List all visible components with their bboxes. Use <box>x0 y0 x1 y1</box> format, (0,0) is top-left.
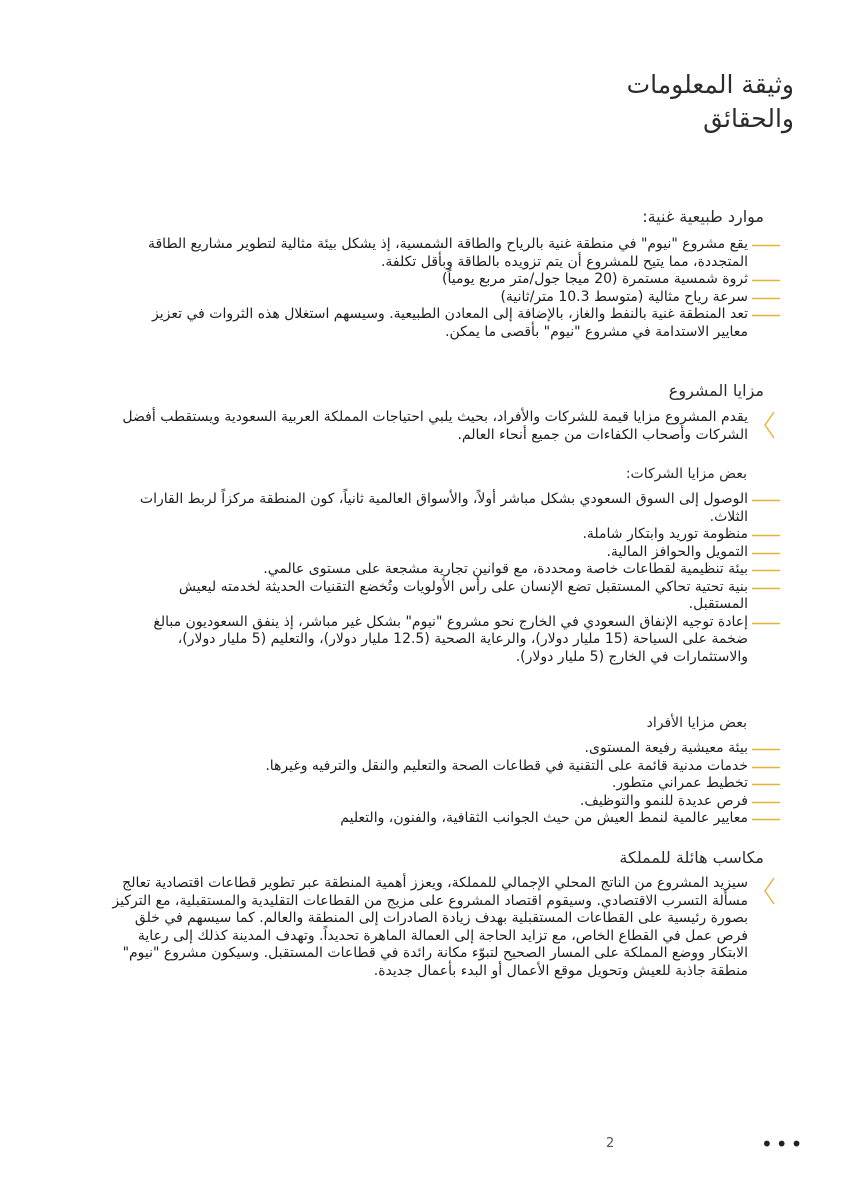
title-line-2: والحقائق <box>703 104 794 133</box>
natural-resources-list <box>118 236 748 341</box>
companies-advantages-list <box>118 491 748 666</box>
project-advantages-heading: مزايا المشروع <box>668 381 764 400</box>
bullet-dash-icon <box>752 622 780 625</box>
project-advantages-paragraph: يقدم المشروع مزايا قيمة للشركات والأفراد، بحيث يلبي احتياجات المملكة العربية السعودية ويستقطب أفضل الشركات وأصحاب الكفاءات من جميع أنحاء العالم. <box>122 409 748 443</box>
bullet-dash-icon <box>752 801 780 804</box>
list-item: منظومة توريد وابتكار شاملة. <box>118 526 748 544</box>
bullet-dash-icon <box>752 314 780 317</box>
list-item: الوصول إلى السوق السعودي بشكل مباشر أولاً، والأسواق العالمية ثانياً، كون المنطقة مركزاً لربط القارات الثلاث. <box>118 491 748 526</box>
kingdom-gains-heading: مكاسب هائلة للمملكة <box>619 848 764 867</box>
bracket-icon <box>760 410 780 440</box>
list-item: تخطيط عمراني متطور. <box>118 775 748 793</box>
companies-advantages-heading: بعض مزايا الشركات: <box>625 466 747 482</box>
individuals-advantages-list <box>118 740 748 828</box>
list-item: يقع مشروع "نيوم" في منطقة غنية بالرياح والطاقة الشمسية، إذ يشكل بيئة مثالية لتطوير مشاريع الطاقة المتجددة، مما يتيح للمشروع أن يتم تزويده بالطاقة وبأقل تكلفة. <box>118 236 748 271</box>
bullet-dash-icon <box>752 552 780 555</box>
list-item: خدمات مدنية قائمة على التقنية في قطاعات الصحة والتعليم والنقل والترفيه وغيرها. <box>118 758 748 776</box>
bullet-dash-icon <box>752 766 780 769</box>
bullet-dash-icon <box>752 499 780 502</box>
document-title <box>394 68 794 136</box>
bullet-dash-icon <box>752 279 780 282</box>
bullet-dash-icon <box>752 569 780 572</box>
bullet-dash-icon <box>752 587 780 590</box>
list-item: بيئة تنظيمية لقطاعات خاصة ومحددة، مع قوانين تجارية مشجعة على مستوى عالمي. <box>118 561 748 579</box>
bullet-dash-icon <box>752 244 780 247</box>
bullet-dash-icon <box>752 534 780 537</box>
individuals-advantages-heading: بعض مزايا الأفراد <box>646 715 747 731</box>
kingdom-gains-paragraph: سيزيد المشروع من الناتج المحلي الإجمالي للمملكة، ويعزز أهمية المنطقة عبر تطوير قطاعات اقتصادية تعالج مسألة التسرب الاقتصادي. وسيقوم اقتصاد المشروع على مزيج من القطاعات التقليدية والمستقبلية، مع التركيز بصورة رئيسية على القطاعات المستقبلية بهدف زيادة الصادرات إلى المنطقة والعالم. كما سيسهم في خلق فرص عمل في القطاع الخاص، مع تزايد الحاجة إلى العمالة الماهرة تحديداً. وتهدف المدينة كذلك إلى رعاية الابتكار ووضع المملكة على المسار الصحيح لتبوّء مكانة رائدة في قطاعات المستقبل. وسيكون مشروع "نيوم" منطقة جاذبة للعيش وتحويل موقع الأعمال أو البدء بأعمال جديدة. <box>112 875 748 979</box>
list-item: فرص عديدة للنمو والتوظيف. <box>118 793 748 811</box>
bullet-dash-icon <box>752 748 780 751</box>
page-number: 2 <box>606 1136 615 1151</box>
list-item: سرعة رياح مثالية (متوسط 10.3 متر/ثانية) <box>118 289 748 307</box>
list-item: تعد المنطقة غنية بالنفط والغاز، بالإضافة إلى المعادن الطبيعية. وسيسهم استغلال هذه الثروات في تعزيز معايير الاستدامة في مشروع "نيوم" بأقصى ما يمكن. <box>118 306 748 341</box>
list-item: معايير عالمية لنمط العيش من حيث الجوانب الثقافية، والفنون، والتعليم <box>118 810 748 828</box>
title-line-1: وثيقة المعلومات <box>626 70 794 99</box>
list-item: بيئة معيشية رفيعة المستوى. <box>118 740 748 758</box>
natural-resources-heading: موارد طبيعية غنية: <box>642 207 764 226</box>
bullet-dash-icon <box>752 818 780 821</box>
list-item: إعادة توجيه الإنفاق السعودي في الخارج نحو مشروع "نيوم" بشكل غير مباشر، إذ ينفق السعوديون مبالغ ضخمة على السياحة (15 مليار دولار)، والرعاية الصحية (12.5 مليار دولار)، والتعليم (5 مليار دولار)، والاستثمارات في الخارج (5 مليار دولار). <box>118 614 748 667</box>
list-item: التمويل والحوافز المالية. <box>118 544 748 562</box>
bullet-dash-icon <box>752 297 780 300</box>
list-item: بنية تحتية تحاكي المستقبل تضع الإنسان على رأس الأولويات وتُخضع التقنيات الحديثة لخدمته ليعيش المستقبل. <box>118 579 748 614</box>
bullet-dash-icon <box>752 783 780 786</box>
more-options-icon[interactable]: ••• <box>761 1132 806 1156</box>
bracket-icon <box>760 876 780 906</box>
list-item: ثروة شمسية مستمرة (20 ميجا جول/متر مربع يومياً) <box>118 271 748 289</box>
